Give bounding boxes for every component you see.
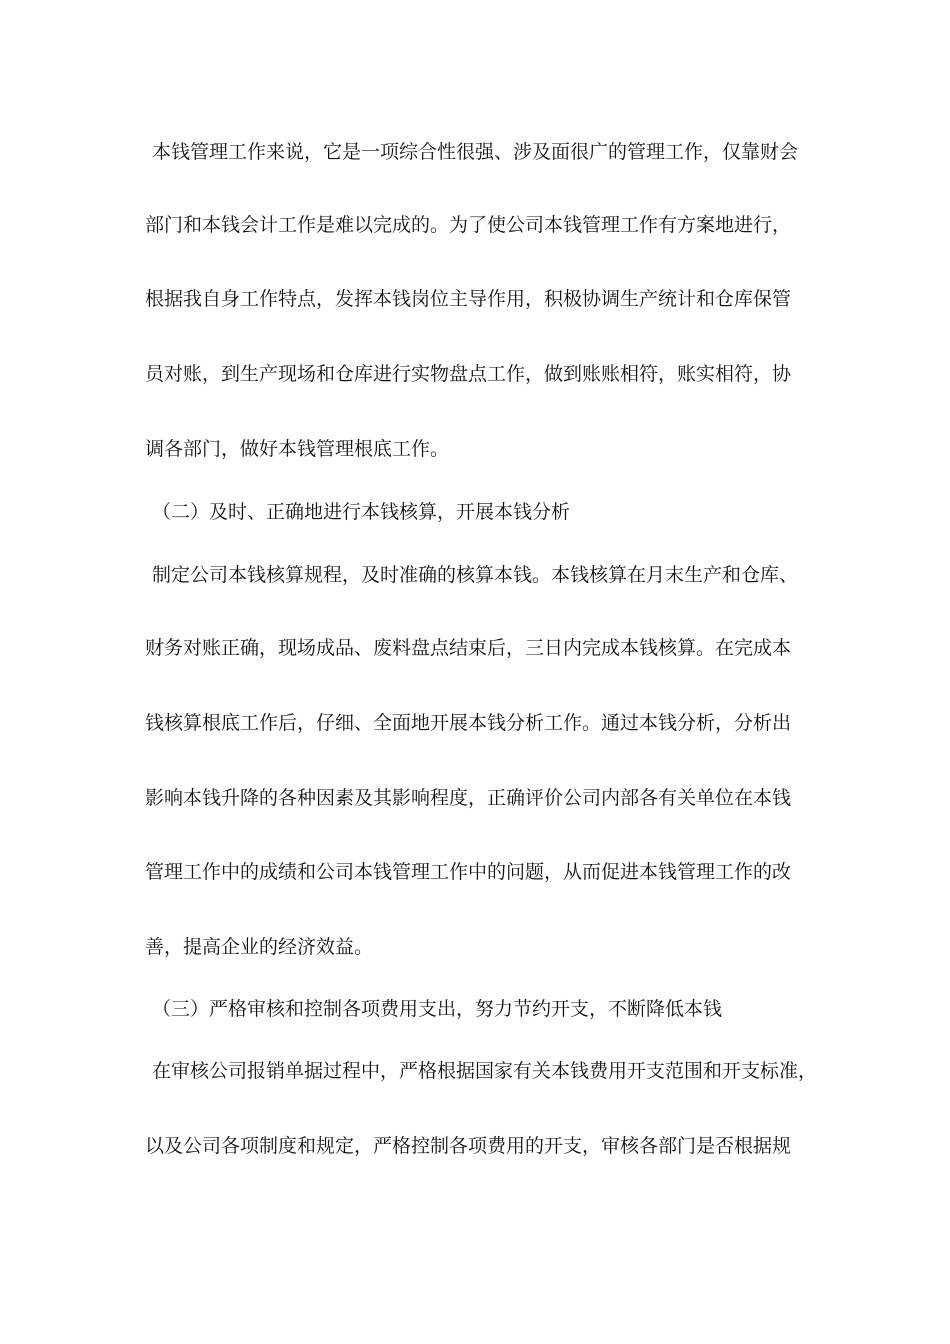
paragraph-line-2: 部门和本钱会计工作是难以完成的。为了使公司本钱管理工作有方案地进行，: [145, 214, 792, 236]
paragraph-line-8: 钱核算根底工作后，仔细、全面地开展本钱分析工作。通过本钱分析，分析出: [145, 712, 792, 734]
paragraph-line-7: 财务对账正确，现场成品、废料盘点结束后，三日内完成本钱核算。在完成本: [145, 637, 792, 659]
section-heading-3: （三）严格审核和控制各项费用支出，努力节约开支，不断降低本钱: [152, 998, 723, 1020]
paragraph-line-4: 员对账，到生产现场和仓库进行实物盘点工作，做到账账相符，账实相符，协: [145, 363, 792, 385]
paragraph-line-11: 善，提高企业的经济效益。: [145, 936, 374, 958]
paragraph-line-1: 本钱管理工作来说，它是一项综合性很强、涉及面很广的管理工作，仅靠财会: [152, 141, 799, 163]
paragraph-line-5: 调各部门，做好本钱管理根底工作。: [145, 438, 450, 460]
section-heading-2: （二）及时、正确地进行本钱核算，开展本钱分析: [152, 501, 571, 523]
paragraph-line-10: 管理工作中的成绩和公司本钱管理工作中的问题，从而促进本钱管理工作的改: [145, 861, 792, 883]
paragraph-line-12: 在审核公司报销单据过程中，严格根据国家有关本钱费用开支范围和开支标准，: [152, 1060, 818, 1082]
paragraph-line-6: 制定公司本钱核算规程，及时准确的核算本钱。本钱核算在月末生产和仓库、: [152, 564, 799, 586]
paragraph-line-9: 影响本钱升降的各种因素及其影响程度，正确评价公司内部各有关单位在本钱: [145, 787, 792, 809]
paragraph-line-13: 以及公司各项制度和规定，严格控制各项费用的开支，审核各部门是否根据规: [145, 1135, 792, 1157]
paragraph-line-3: 根据我自身工作特点，发挥本钱岗位主导作用，积极协调生产统计和仓库保管: [145, 288, 792, 310]
